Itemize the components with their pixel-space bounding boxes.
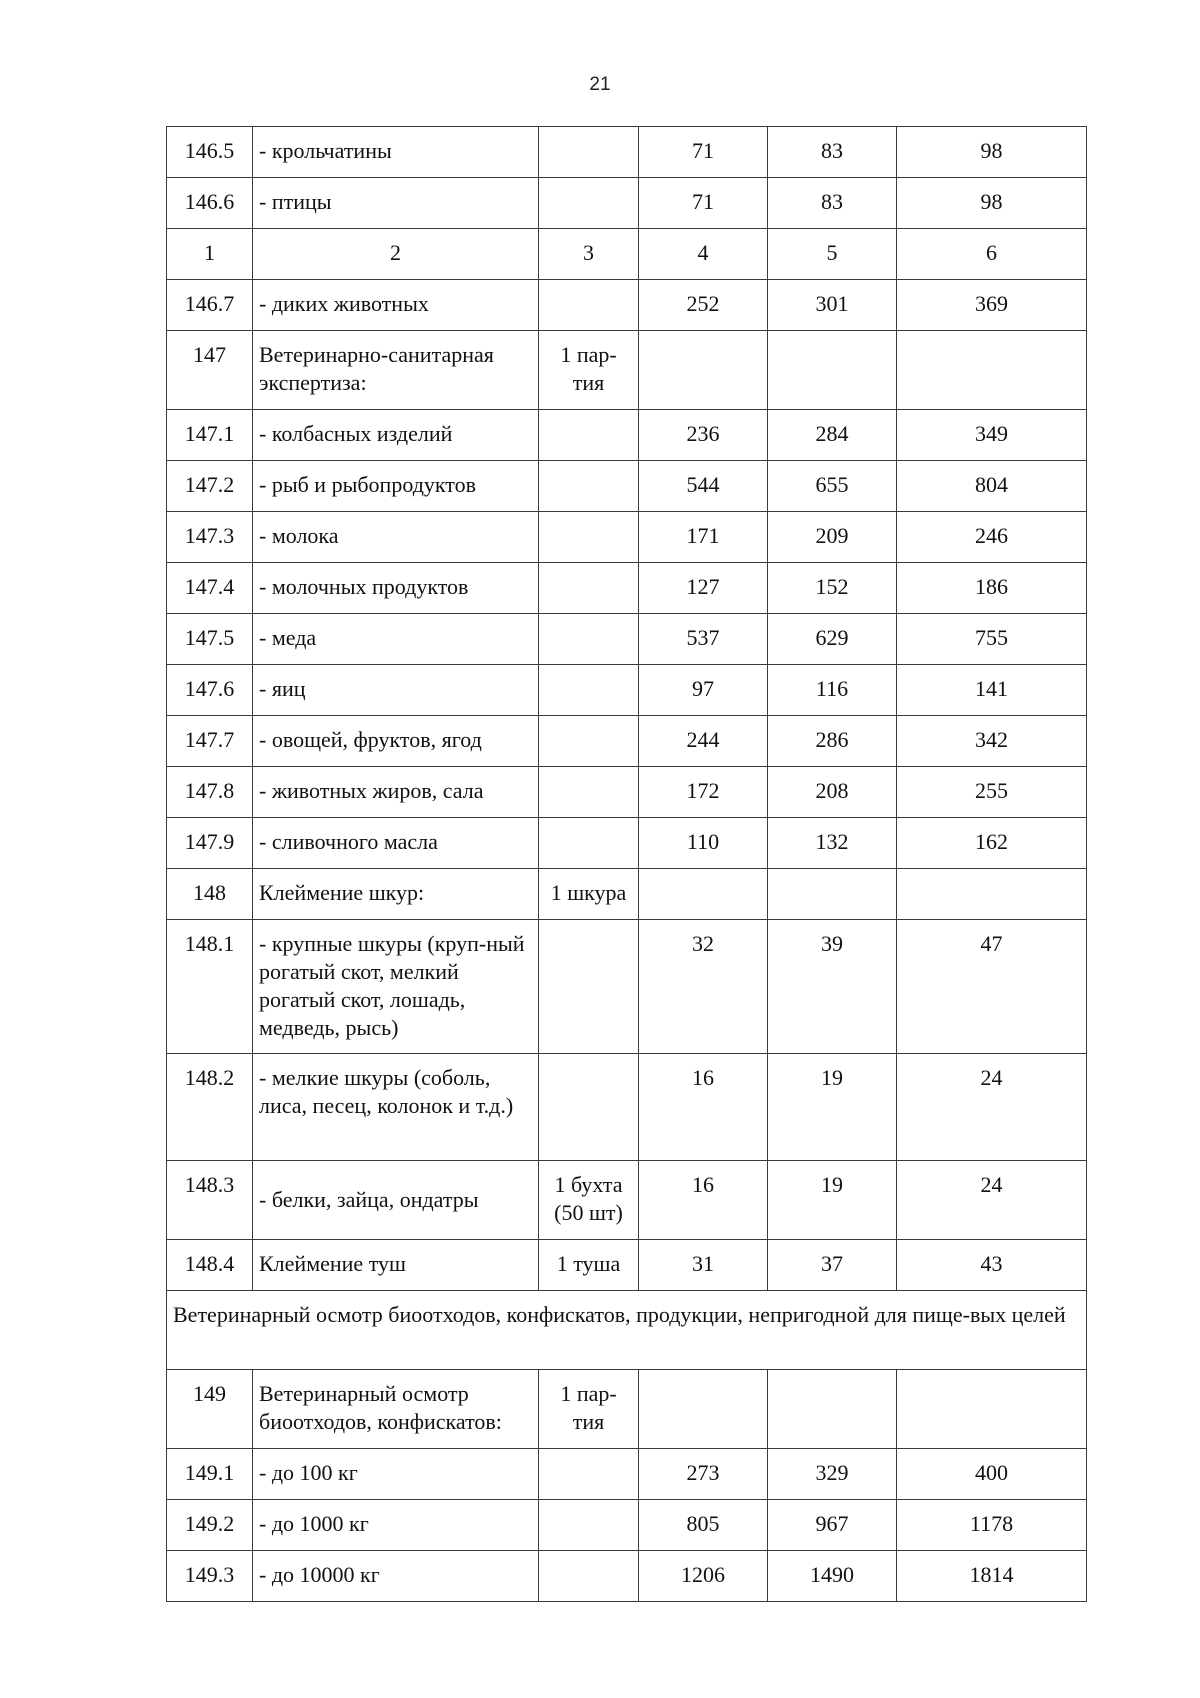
row-number-cell: 147.5 [167, 614, 253, 665]
price-cell-3: 6 [897, 229, 1087, 280]
service-name-cell: Клеймение шкур: [253, 869, 539, 920]
price-table [166, 126, 1087, 1602]
price-cell-2: 208 [768, 767, 897, 818]
price-cell-1 [639, 869, 768, 920]
price-cell-1: 16 [639, 1161, 768, 1240]
price-cell-2: 655 [768, 461, 897, 512]
row-number-cell: 149 [167, 1370, 253, 1449]
price-cell-3: 141 [897, 665, 1087, 716]
price-cell-2: 286 [768, 716, 897, 767]
table-row [167, 229, 1087, 280]
table-row [167, 410, 1087, 461]
price-cell-3: 24 [897, 1161, 1087, 1240]
table-row [167, 178, 1087, 229]
table-row [167, 127, 1087, 178]
unit-cell [539, 1551, 639, 1602]
service-name-cell: - мелкие шкуры (соболь, лиса, песец, колонок и т.д.) [253, 1054, 539, 1161]
unit-cell: 1 шкура [539, 869, 639, 920]
price-cell-2: 116 [768, 665, 897, 716]
table-row [167, 1240, 1087, 1291]
price-cell-1: 537 [639, 614, 768, 665]
price-cell-1: 244 [639, 716, 768, 767]
service-name-cell: 2 [253, 229, 539, 280]
price-cell-1: 805 [639, 1500, 768, 1551]
price-cell-2: 1490 [768, 1551, 897, 1602]
price-cell-3 [897, 1370, 1087, 1449]
service-name-cell: - овощей, фруктов, ягод [253, 716, 539, 767]
price-cell-2: 5 [768, 229, 897, 280]
unit-cell [539, 461, 639, 512]
service-name-cell: - сливочного масла [253, 818, 539, 869]
unit-cell [539, 1500, 639, 1551]
price-cell-1: 252 [639, 280, 768, 331]
price-cell-2 [768, 331, 897, 410]
price-cell-2: 152 [768, 563, 897, 614]
price-cell-2: 39 [768, 920, 897, 1054]
price-cell-3: 804 [897, 461, 1087, 512]
service-name-cell: - диких животных [253, 280, 539, 331]
service-name-cell: - рыб и рыбопродуктов [253, 461, 539, 512]
price-cell-1: 71 [639, 127, 768, 178]
service-name-cell: - до 1000 кг [253, 1500, 539, 1551]
unit-cell [539, 563, 639, 614]
row-number-cell: 146.6 [167, 178, 253, 229]
table-row [167, 1551, 1087, 1602]
table-row [167, 1161, 1087, 1240]
price-cell-3: 349 [897, 410, 1087, 461]
service-name-cell: - яиц [253, 665, 539, 716]
service-name-cell: - молочных продуктов [253, 563, 539, 614]
row-number-cell: 148.1 [167, 920, 253, 1054]
section-row [167, 1291, 1087, 1370]
table-row [167, 665, 1087, 716]
unit-cell [539, 410, 639, 461]
service-name-cell: - колбасных изделий [253, 410, 539, 461]
unit-cell: 1 пар-тия [539, 331, 639, 410]
table-row [167, 1054, 1087, 1161]
price-cell-3: 162 [897, 818, 1087, 869]
page-number: 21 [589, 74, 611, 95]
price-cell-1 [639, 1370, 768, 1449]
price-cell-1: 31 [639, 1240, 768, 1291]
table-row [167, 1500, 1087, 1551]
price-cell-3: 43 [897, 1240, 1087, 1291]
service-name-cell: - меда [253, 614, 539, 665]
row-number-cell: 148.3 [167, 1161, 253, 1240]
row-number-cell: 147.1 [167, 410, 253, 461]
price-cell-1: 110 [639, 818, 768, 869]
table-row [167, 1449, 1087, 1500]
service-name-cell: - белки, зайца, ондатры [253, 1161, 539, 1240]
price-cell-3: 1178 [897, 1500, 1087, 1551]
service-name-cell: Ветеринарный осмотр биоотходов, конфискатов: [253, 1370, 539, 1449]
unit-cell [539, 1449, 639, 1500]
table-row [167, 461, 1087, 512]
price-cell-3: 47 [897, 920, 1087, 1054]
unit-cell [539, 665, 639, 716]
unit-cell [539, 280, 639, 331]
table-row [167, 767, 1087, 818]
service-name-cell: - птицы [253, 178, 539, 229]
price-cell-1: 127 [639, 563, 768, 614]
row-number-cell: 148 [167, 869, 253, 920]
unit-cell [539, 127, 639, 178]
row-number-cell: 147.9 [167, 818, 253, 869]
table-row [167, 512, 1087, 563]
price-cell-2: 19 [768, 1161, 897, 1240]
unit-cell [539, 512, 639, 563]
unit-cell [539, 920, 639, 1054]
unit-cell: 1 пар-тия [539, 1370, 639, 1449]
row-number-cell: 147.4 [167, 563, 253, 614]
service-name-cell: - крольчатины [253, 127, 539, 178]
table-row [167, 716, 1087, 767]
price-cell-3: 369 [897, 280, 1087, 331]
price-cell-1: 1206 [639, 1551, 768, 1602]
price-cell-1: 171 [639, 512, 768, 563]
row-number-cell: 147.7 [167, 716, 253, 767]
row-number-cell: 149.2 [167, 1500, 253, 1551]
unit-cell [539, 614, 639, 665]
price-cell-2 [768, 869, 897, 920]
row-number-cell: 147.3 [167, 512, 253, 563]
service-name-cell: - до 100 кг [253, 1449, 539, 1500]
price-cell-2: 967 [768, 1500, 897, 1551]
price-cell-3: 246 [897, 512, 1087, 563]
unit-cell [539, 716, 639, 767]
row-number-cell: 149.1 [167, 1449, 253, 1500]
row-number-cell: 148.4 [167, 1240, 253, 1291]
table-row [167, 280, 1087, 331]
section-heading: Ветеринарный осмотр биоотходов, конфискатов, продукции, непригодной для пище-вых целей [167, 1291, 1087, 1370]
price-cell-1: 544 [639, 461, 768, 512]
price-cell-1: 273 [639, 1449, 768, 1500]
service-name-cell: - до 10000 кг [253, 1551, 539, 1602]
price-cell-3: 1814 [897, 1551, 1087, 1602]
price-cell-3: 342 [897, 716, 1087, 767]
row-number-cell: 147.8 [167, 767, 253, 818]
row-number-cell: 147.6 [167, 665, 253, 716]
service-name-cell: - молока [253, 512, 539, 563]
unit-cell: 1 туша [539, 1240, 639, 1291]
row-number-cell: 146.7 [167, 280, 253, 331]
price-cell-1: 236 [639, 410, 768, 461]
price-cell-2: 83 [768, 127, 897, 178]
row-number-cell: 148.2 [167, 1054, 253, 1161]
price-cell-3: 98 [897, 178, 1087, 229]
price-cell-2: 132 [768, 818, 897, 869]
price-cell-1: 71 [639, 178, 768, 229]
price-cell-2 [768, 1370, 897, 1449]
price-cell-1: 16 [639, 1054, 768, 1161]
table-row [167, 614, 1087, 665]
row-number-cell: 147.2 [167, 461, 253, 512]
price-cell-3: 755 [897, 614, 1087, 665]
price-cell-1: 97 [639, 665, 768, 716]
table-row [167, 869, 1087, 920]
price-cell-1: 4 [639, 229, 768, 280]
table-row [167, 331, 1087, 410]
service-name-cell: - крупные шкуры (круп-ный рогатый скот, мелкий рогатый скот, лошадь, медведь, рысь) [253, 920, 539, 1054]
price-cell-3: 24 [897, 1054, 1087, 1161]
service-name-cell: Клеймение туш [253, 1240, 539, 1291]
unit-cell [539, 1054, 639, 1161]
price-cell-2: 284 [768, 410, 897, 461]
row-number-cell: 147 [167, 331, 253, 410]
price-cell-2: 83 [768, 178, 897, 229]
row-number-cell: 1 [167, 229, 253, 280]
price-cell-2: 629 [768, 614, 897, 665]
price-cell-2: 301 [768, 280, 897, 331]
price-cell-1 [639, 331, 768, 410]
table-row [167, 818, 1087, 869]
price-cell-3: 400 [897, 1449, 1087, 1500]
price-cell-3: 255 [897, 767, 1087, 818]
unit-cell [539, 818, 639, 869]
price-cell-3: 98 [897, 127, 1087, 178]
service-name-cell: - животных жиров, сала [253, 767, 539, 818]
price-cell-3: 186 [897, 563, 1087, 614]
table-row [167, 920, 1087, 1054]
service-name-cell: Ветеринарно-санитарная экспертиза: [253, 331, 539, 410]
table-body [167, 127, 1087, 1602]
table-row [167, 1370, 1087, 1449]
price-cell-2: 209 [768, 512, 897, 563]
row-number-cell: 146.5 [167, 127, 253, 178]
row-number-cell: 149.3 [167, 1551, 253, 1602]
unit-cell: 3 [539, 229, 639, 280]
price-cell-1: 172 [639, 767, 768, 818]
price-cell-2: 329 [768, 1449, 897, 1500]
unit-cell: 1 бухта (50 шт) [539, 1161, 639, 1240]
price-cell-3 [897, 331, 1087, 410]
price-cell-2: 37 [768, 1240, 897, 1291]
unit-cell [539, 767, 639, 818]
price-cell-2: 19 [768, 1054, 897, 1161]
unit-cell [539, 178, 639, 229]
table-row [167, 563, 1087, 614]
price-cell-3 [897, 869, 1087, 920]
price-cell-1: 32 [639, 920, 768, 1054]
